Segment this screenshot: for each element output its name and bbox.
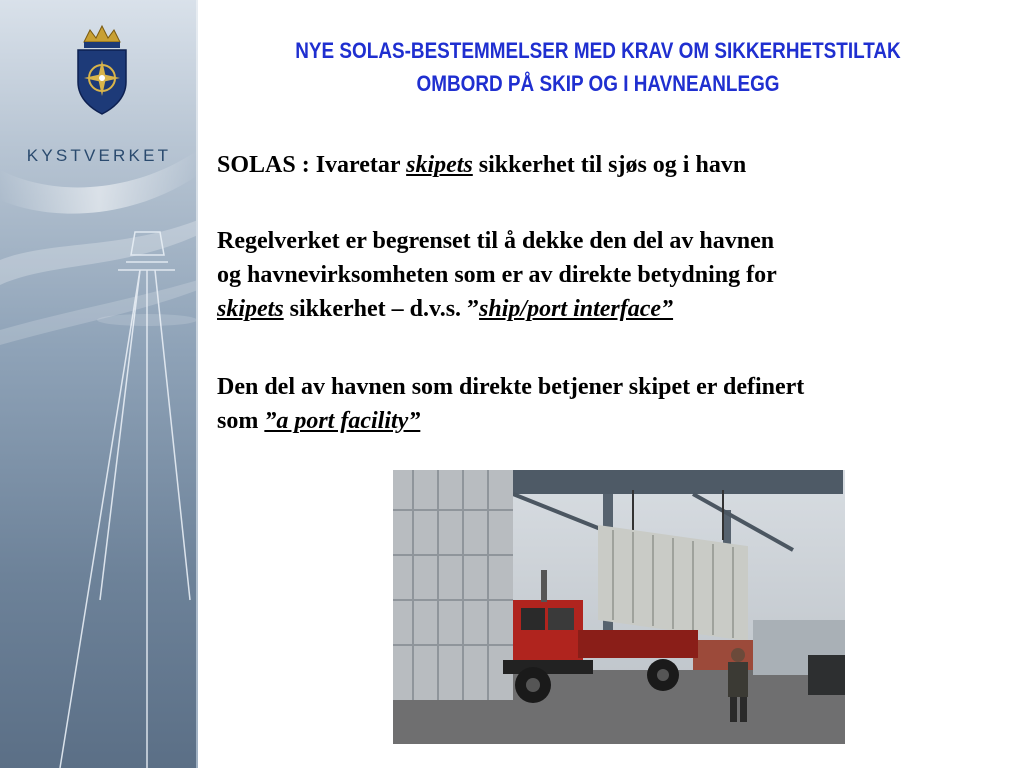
paragraph-port-facility-line-1: Den del av havnen som direkte betjener skipet er definert bbox=[217, 374, 805, 400]
emphasis-ship-port-interface: ship/port interface” bbox=[479, 296, 674, 322]
paragraph-regelverket-line-1: Regelverket er begrenset til å dekke den del av havnen bbox=[217, 228, 775, 254]
text-run: SOLAS : Ivaretar bbox=[217, 152, 407, 178]
title-line-2: OMBORD PÅ SKIP OG I HAVNEANLEGG bbox=[416, 71, 780, 96]
title-line-1: NYE SOLAS-BESTEMMELSER MED KRAV OM SIKKERHETSTILTAK bbox=[295, 38, 901, 63]
text-run: sikkerhet – d.v.s. ” bbox=[283, 296, 480, 322]
sidebar-edge bbox=[196, 0, 198, 768]
paragraph-port-facility-line-2 bbox=[217, 404, 1007, 438]
emphasis-port-facility: ”a port facility” bbox=[264, 408, 421, 434]
emphasis-skipets: skipets bbox=[406, 152, 473, 178]
photo-illustration bbox=[393, 470, 845, 744]
paragraph-solas bbox=[217, 148, 1007, 182]
text-run: som bbox=[217, 408, 265, 434]
slide-body bbox=[217, 148, 1007, 438]
crowned-anchor-emblem bbox=[0, 20, 198, 120]
emphasis-skipets: skipets bbox=[217, 296, 284, 322]
left-sidebar bbox=[0, 0, 198, 768]
paragraph-regelverket-line-3 bbox=[217, 292, 1007, 326]
logo-wordmark: KYSTVERKET bbox=[26, 146, 172, 165]
container-terminal-photo bbox=[393, 470, 845, 744]
logo bbox=[0, 20, 198, 165]
slide-title bbox=[254, 34, 942, 100]
text-run: sikkerhet til sjøs og i havn bbox=[472, 152, 747, 178]
paragraph-regelverket-line-2: og havnevirksomheten som er av direkte betydning for bbox=[217, 262, 777, 288]
